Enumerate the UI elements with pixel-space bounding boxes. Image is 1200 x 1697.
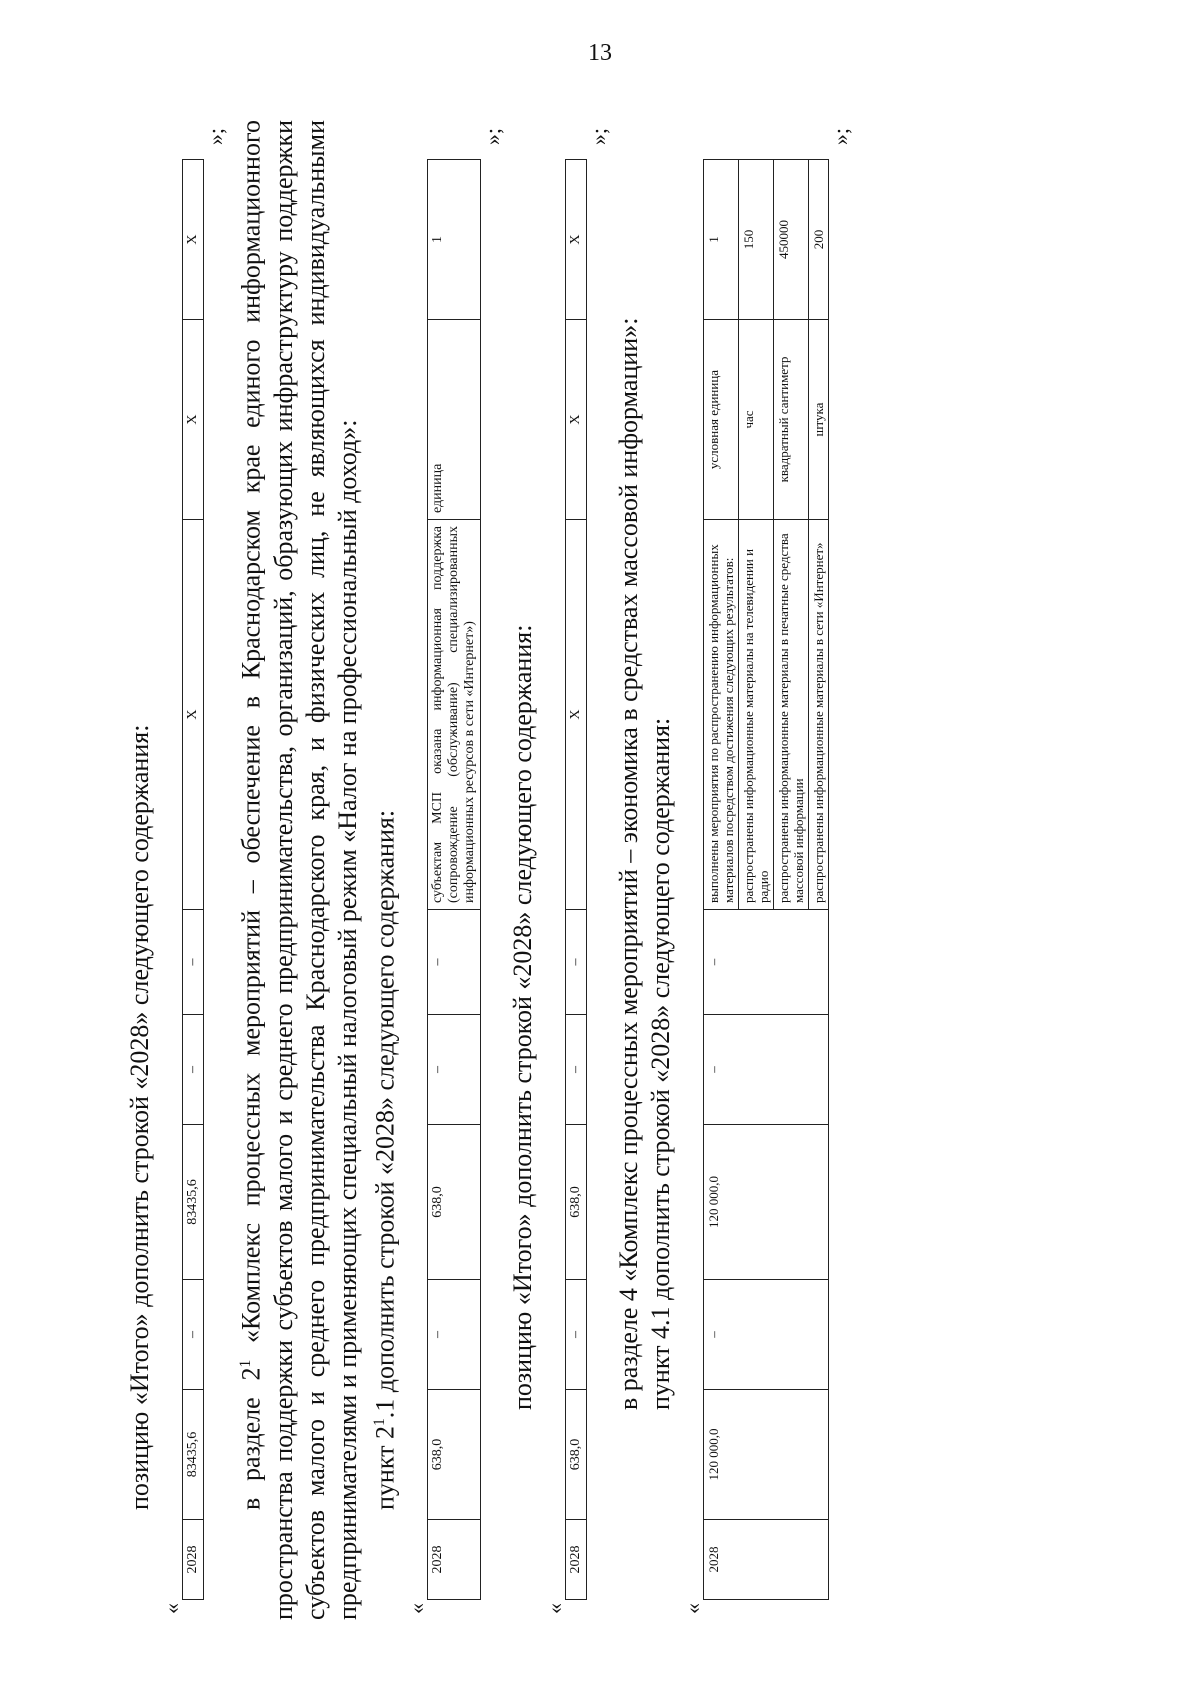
- cell-result: распространены информационные материалы в сети «Интернет»: [809, 520, 829, 910]
- cell-unit: единица: [428, 320, 481, 520]
- cell-result: Х: [566, 520, 587, 910]
- block4-intro: пункт 4.1 дополнить строкой «2028» следующего содержания:: [646, 717, 676, 1410]
- table-total-2028-b: [565, 159, 587, 1600]
- cell-total: 120 000,0: [704, 1390, 829, 1520]
- open-quote-4: «: [680, 1603, 706, 1614]
- cell-regional: 120 000,0: [704, 1125, 829, 1280]
- cell-result: субъектам МСП оказана информационная поддержка (сопровождение (обслуживание) специализированных информационных ресурсов в сети «Интернет»): [428, 520, 481, 910]
- cell-value: Х: [566, 160, 587, 320]
- cell-other: –: [704, 910, 829, 1015]
- rotated-content: [112, 95, 1082, 1655]
- cell-result: распространены информационные материалы в печатные средства массовой информации: [774, 520, 809, 910]
- cell-local: –: [428, 1015, 481, 1125]
- close-quote-3: »;: [586, 128, 612, 146]
- cell-local: –: [566, 1015, 587, 1125]
- close-quote-1: »;: [203, 128, 228, 146]
- cell-unit: час: [739, 320, 774, 520]
- cell-unit: квадратный сантиметр: [774, 320, 809, 520]
- block3-intro: позицию «Итого» дополнить строкой «2028» следующего содержания:: [508, 624, 538, 1410]
- section4-paragraph: в разделе 4 «Комплекс процессных мероприятий – экономика в средствах массовой информации»:: [614, 317, 644, 1410]
- table-row: [428, 160, 481, 1600]
- cell-value: 1: [704, 160, 739, 320]
- cell-other: –: [566, 910, 587, 1015]
- table-row: [704, 160, 739, 1600]
- cell-federal: –: [183, 1280, 204, 1390]
- cell-federal: –: [566, 1280, 587, 1390]
- cell-other: –: [183, 910, 204, 1015]
- cell-year: 2028: [428, 1520, 481, 1600]
- cell-regional: 638,0: [566, 1125, 587, 1280]
- table-item-4-1: [703, 159, 829, 1600]
- table-row: [183, 160, 204, 1600]
- cell-total: 638,0: [428, 1390, 481, 1520]
- page-number: 13: [588, 40, 612, 66]
- cell-local: –: [704, 1015, 829, 1125]
- cell-value: 150: [739, 160, 774, 320]
- cell-result: Х: [183, 520, 204, 910]
- cell-value: 200: [809, 160, 829, 320]
- open-quote-1: «: [159, 1603, 184, 1614]
- cell-federal: –: [428, 1280, 481, 1390]
- cell-value: 1: [428, 160, 481, 320]
- cell-federal: –: [704, 1280, 829, 1390]
- cell-value: Х: [183, 160, 204, 320]
- cell-total: 638,0: [566, 1390, 587, 1520]
- cell-total: 83435,6: [183, 1390, 204, 1520]
- open-quote-2: «: [404, 1603, 430, 1614]
- cell-other: –: [428, 910, 481, 1015]
- cell-unit: Х: [183, 320, 204, 520]
- cell-result: распространены информационные материалы на телевидении и радио: [739, 520, 774, 910]
- cell-unit: штука: [809, 320, 829, 520]
- cell-unit: Х: [566, 320, 587, 520]
- cell-year: 2028: [704, 1520, 829, 1600]
- table-total-2028-a: [182, 159, 204, 1600]
- open-quote-3: «: [542, 1603, 568, 1614]
- cell-result: выполнены мероприятия по распространению информационных материалов посредством достижения следующих результатов:: [704, 520, 739, 910]
- table-row: [566, 160, 587, 1600]
- cell-unit: условная единица: [704, 320, 739, 520]
- cell-regional: 83435,6: [183, 1125, 204, 1280]
- block2-intro: пункт $2^1.1$ дополнить строкой «2028» следующего содержания:: [370, 809, 400, 1510]
- table-item-2-1-1: [427, 159, 481, 1600]
- cell-year: 2028: [183, 1520, 204, 1600]
- block1-intro: позицию «Итого» дополнить строкой «2028» следующего содержания:: [125, 724, 154, 1510]
- cell-value: 450000: [774, 160, 809, 320]
- close-quote-2: »;: [480, 128, 506, 146]
- cell-year: 2028: [566, 1520, 587, 1600]
- cell-regional: 638,0: [428, 1125, 481, 1280]
- close-quote-4: »;: [828, 128, 854, 146]
- section2-paragraph: в разделе $2^1$ «Комплекс процессных мероприятий – обеспечение в Краснодарском крае единого информационного пространства поддержки субъектов малого и среднего предпринимательства, организаций, образующих инфраструктуру поддержки субъектов малого и среднего предпринимательства Краснодарского края, и физических лиц, не являющихся индивидуальными предпринимателями и применяющих специальный налоговый режим «Налог на профессиональный доход»:: [236, 120, 362, 1620]
- cell-local: –: [183, 1015, 204, 1125]
